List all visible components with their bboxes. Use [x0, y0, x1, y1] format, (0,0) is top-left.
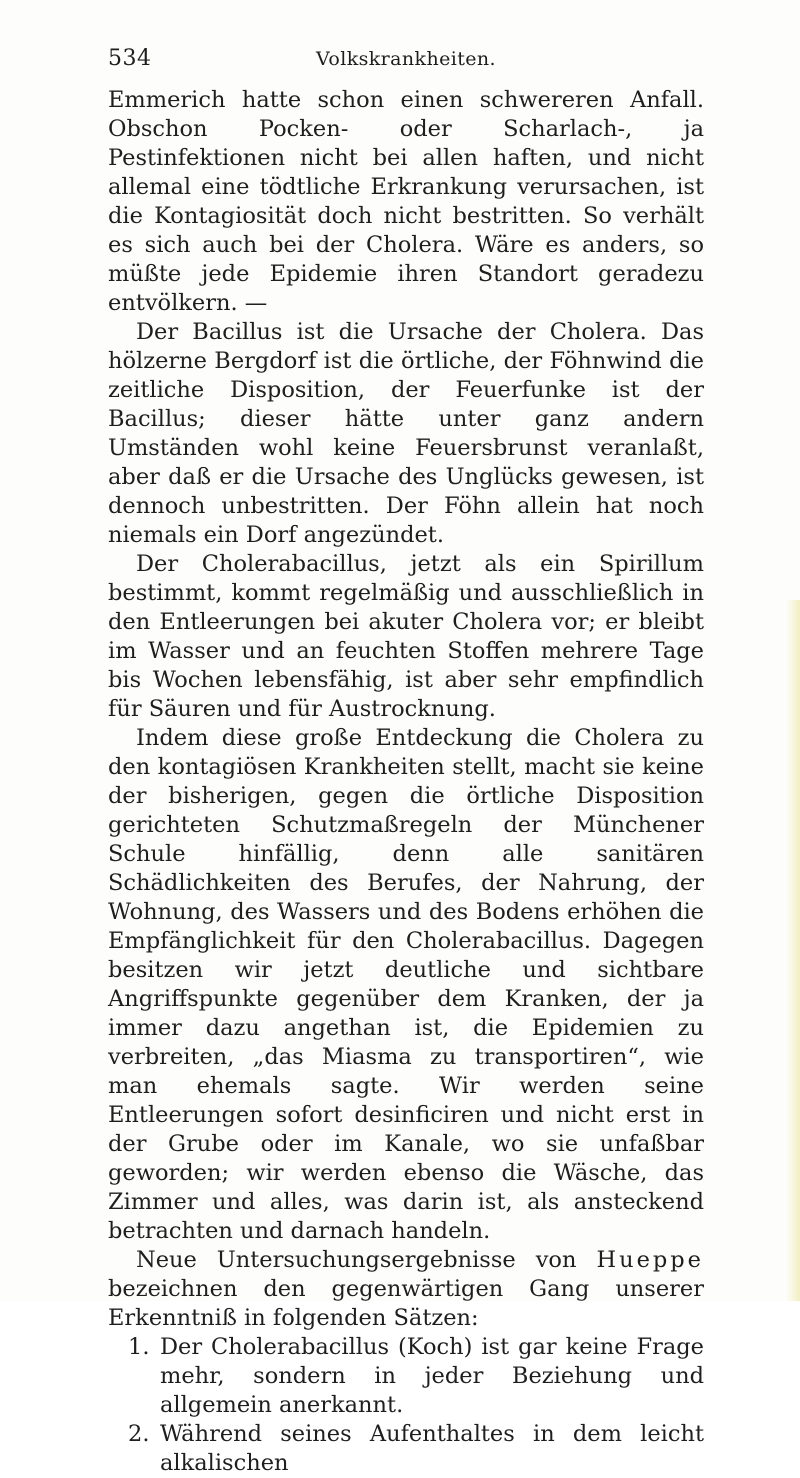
paragraph-5: [108, 1246, 704, 1333]
page-header: [108, 46, 704, 76]
paragraph-4: Indem diese große Entdeckung die Cholera zu den kontagiösen Krankheiten stellt, macht sie keine der bisherigen, gegen die örtliche Disposition gerichteten Schutzmaßregeln der Münchener Schule hinfällig, denn alle sanitären Schädlichkeiten des Berufes, der Nahrung, der Wohnung, des Wassers und des Bodens erhöhen die Empfänglichkeit für den Cholerabacillus. Dagegen besitzen wir jetzt deutliche und sichtbare Angriffspunkte gegenüber dem Kranken, der ja immer dazu angethan ist, die Epidemien zu verbreiten, „das Miasma zu transportiren“, wie man ehemals sagte. Wir werden seine Entleerungen sofort desinficiren und nicht erst in der Grube oder im Kanale, wo sie unfaßbar geworden; wir werden ebenso die Wäsche, das Zimmer und alles, was darin ist, als ansteckend betrachten und darnach handeln.: [108, 725, 704, 1244]
body-text: [108, 86, 704, 1478]
list-text: Während seines Aufenthaltes in dem leicht alkalischen: [160, 1421, 704, 1476]
intro-before: Neue Untersuchungsergebnisse von: [136, 1247, 577, 1273]
list-text: Der Cholerabacillus (Koch) ist gar keine Frage mehr, sondern in jeder Beziehung und allgemein anerkannt.: [160, 1334, 704, 1418]
paragraph-1: Emmerich hatte schon einen schwereren Anfall. Obschon Pocken- oder Scharlach-, ja Pestinfektionen nicht bei allen haften, und nicht allemal eine tödtliche Erkrankung verursachen, ist die Kontagiosität doch nicht bestritten. So verhält es sich auch bei der Cholera. Wäre es anders, so müßte jede Epidemie ihren Standort geradezu entvölkern. —: [108, 87, 704, 316]
paragraph-2: Der Bacillus ist die Ursache der Cholera. Das hölzerne Bergdorf ist die örtliche, der Föhnwind die zeitliche Disposition, der Feuerfunke ist der Bacillus; dieser hätte unter ganz andern Umständen wohl keine Feuersbrunst veranlaßt, aber daß er die Ursache des Unglücks gewesen, ist dennoch unbestritten. Der Föhn allein hat noch niemals ein Dorf angezündet.: [108, 319, 704, 548]
numbered-list: [108, 1333, 704, 1478]
list-item: [108, 1333, 704, 1420]
paragraph-3: Der Cholerabacillus, jetzt als ein Spirillum bestimmt, kommt regelmäßig und ausschließlich in den Entleerungen bei akuter Cholera vor; er bleibt im Wasser und an feuchten Stoffen mehrere Tage bis Wochen lebensfähig, ist aber sehr empfindlich für Säuren und für Austrocknung.: [108, 551, 704, 722]
author-name: Hueppe: [596, 1247, 705, 1273]
list-number: 1.: [128, 1334, 150, 1360]
page-number: 534: [108, 46, 152, 71]
list-number: 2.: [128, 1421, 150, 1447]
page-edge-shade: [786, 600, 800, 1301]
list-item: [108, 1420, 704, 1478]
intro-after: bezeichnen den gegenwärtigen Gang unserer Erkenntniß in folgenden Sätzen:: [108, 1276, 704, 1331]
running-head: Volkskrankheiten.: [316, 48, 496, 70]
